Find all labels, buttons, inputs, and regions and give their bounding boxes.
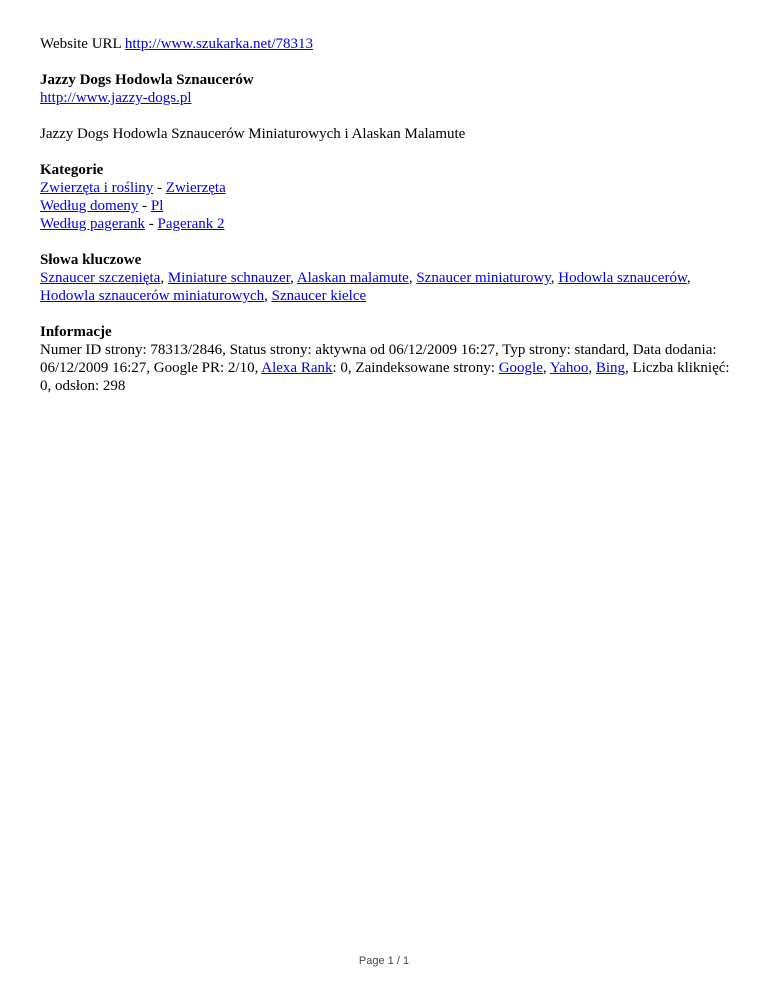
keyword-link[interactable]: Hodowla sznaucerów — [558, 270, 687, 286]
category-link[interactable]: Pl — [150, 198, 164, 214]
category-row — [40, 197, 730, 215]
bing-link[interactable]: Bing — [595, 360, 626, 376]
keyword-link[interactable]: Sznaucer miniaturowy — [416, 270, 551, 286]
site-info — [40, 71, 730, 107]
keyword-link[interactable]: Alaskan malamute — [296, 270, 409, 286]
website-url-line — [40, 35, 730, 53]
category-row — [40, 179, 730, 197]
alexa-rank-link[interactable]: Alexa Rank — [261, 360, 333, 376]
category-link[interactable]: Zwierzęta i rośliny — [40, 180, 154, 196]
keyword-separator: , — [290, 270, 297, 286]
category-link[interactable]: Według pagerank — [40, 216, 145, 232]
keyword-link[interactable]: Sznaucer kielce — [271, 288, 367, 304]
keyword-separator: , — [686, 270, 691, 286]
google-link[interactable]: Google — [498, 360, 543, 376]
keyword-separator: , — [264, 288, 272, 304]
info-heading: Informacje — [40, 324, 112, 340]
keyword-link[interactable]: Miniature schnauzer — [167, 270, 291, 286]
keyword-link[interactable]: Sznaucer szczenięta — [40, 270, 161, 286]
info-text — [40, 341, 730, 395]
info-text-part: , Liczba kliknięć: 0, odsłon: 298 — [40, 360, 730, 394]
website-url-label: Website URL — [40, 36, 122, 52]
site-url-link[interactable]: http://www.jazzy-dogs.pl — [40, 90, 192, 106]
info-text-part: Numer ID strony: 78313/2846, Status strony: aktywna od 06/12/2009 16:27, Typ strony: standard, Data dodania: 06/12/2009 16:27, Google PR: 2/10, — [40, 342, 717, 376]
info-text-part: : 0, Zaindeksowane strony: — [332, 360, 499, 376]
info-separator: , — [588, 360, 596, 376]
category-link[interactable]: Według domeny — [40, 198, 139, 214]
category-row — [40, 215, 730, 233]
yahoo-link[interactable]: Yahoo — [549, 360, 589, 376]
document-page — [40, 35, 730, 413]
keywords-heading: Słowa kluczowe — [40, 252, 142, 268]
keyword-separator: , — [408, 270, 417, 286]
category-separator: - — [153, 180, 166, 196]
keyword-link[interactable]: Hodowla sznaucerów miniaturowych — [40, 288, 265, 304]
site-title: Jazzy Dogs Hodowla Sznaucerów — [40, 72, 254, 88]
website-url-link[interactable]: http://www.szukarka.net/78313 — [124, 36, 314, 52]
category-separator: - — [145, 216, 158, 232]
keywords-section — [40, 251, 730, 305]
category-link[interactable]: Zwierzęta — [165, 180, 226, 196]
categories-section — [40, 161, 730, 233]
site-description: Jazzy Dogs Hodowla Sznaucerów Miniaturowych i Alaskan Malamute — [40, 126, 466, 142]
keyword-separator: , — [550, 270, 559, 286]
info-section — [40, 323, 730, 395]
info-separator: , — [542, 360, 550, 376]
category-separator: - — [138, 198, 151, 214]
page-number: Page 1 / 1 — [358, 955, 410, 967]
keywords-list — [40, 269, 730, 305]
categories-heading: Kategorie — [40, 162, 104, 178]
keyword-separator: , — [160, 270, 168, 286]
category-link[interactable]: Pagerank 2 — [157, 216, 225, 232]
